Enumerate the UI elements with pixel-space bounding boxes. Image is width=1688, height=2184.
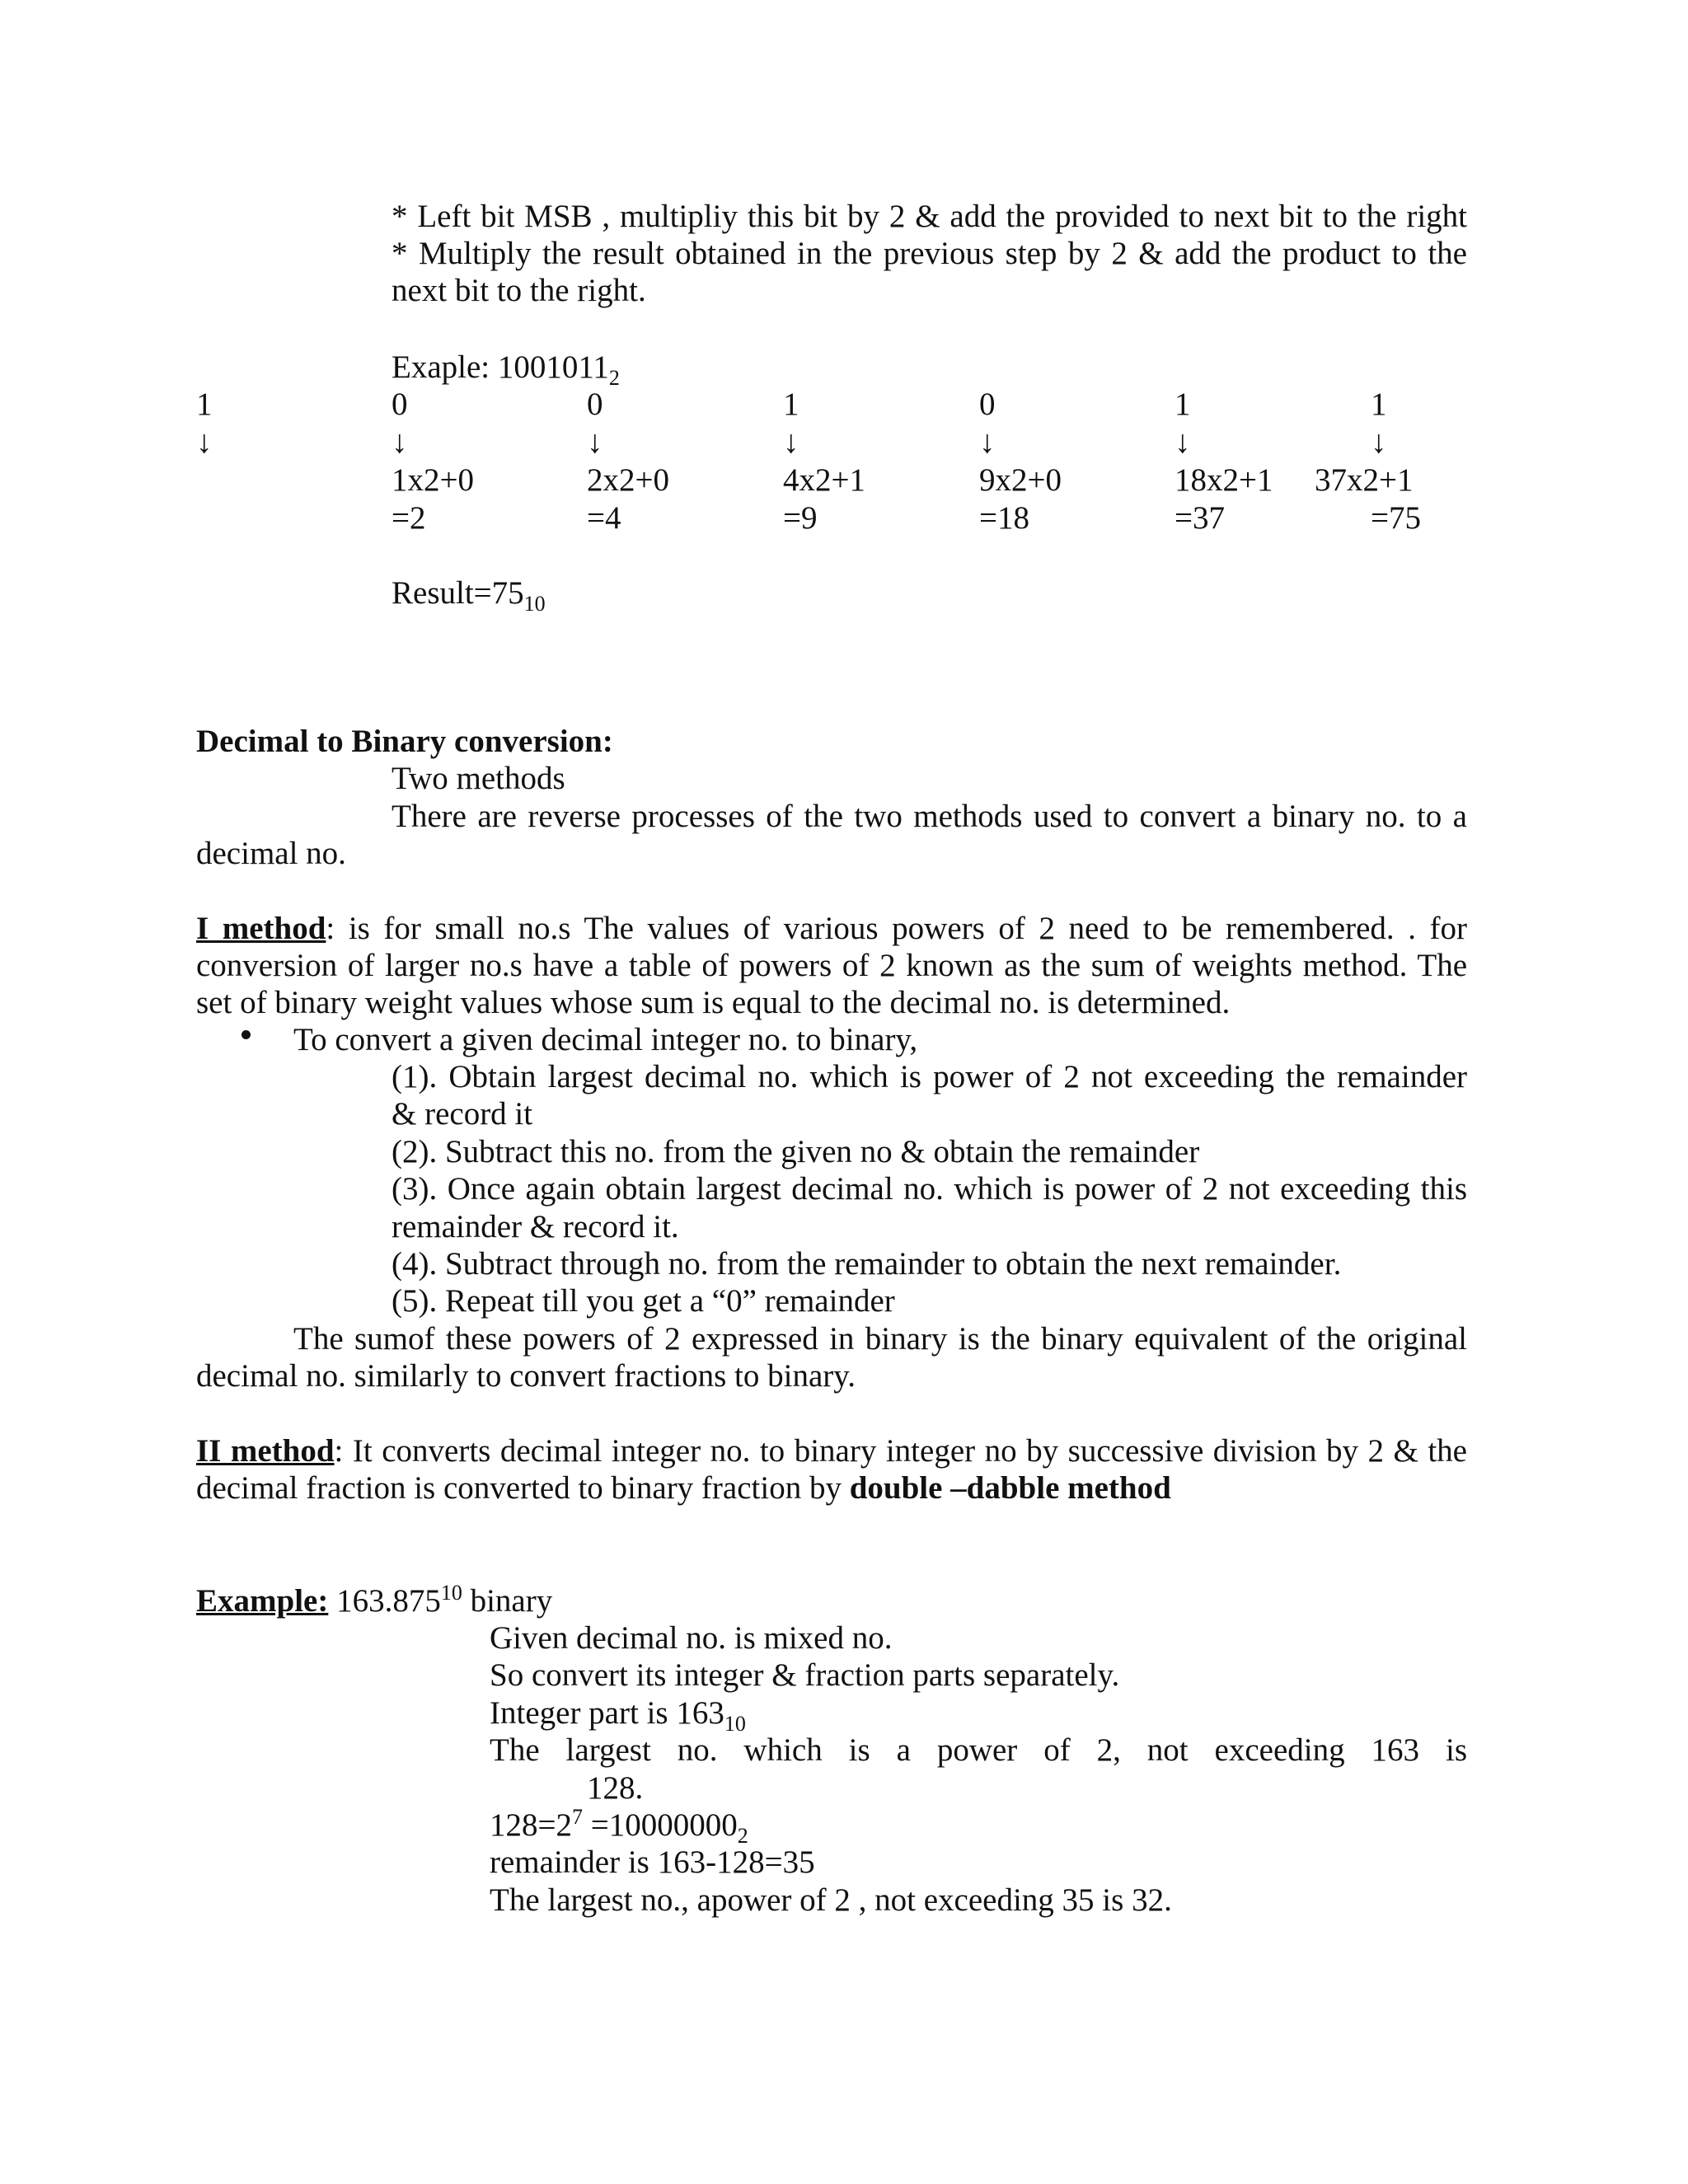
bullet-icon xyxy=(241,1030,251,1039)
bit-3: 1 xyxy=(783,387,799,422)
op-4: 9x2+0 xyxy=(979,462,1062,498)
result-1: =2 xyxy=(392,500,426,536)
example2-line-1: Given decimal no. is mixed no. xyxy=(490,1620,893,1656)
step-4: (4). Subtract through no. from the remainder to obtain the next remainder. xyxy=(392,1246,1342,1282)
op-5: 18x2+1 xyxy=(1175,462,1273,498)
sum-line-1: The sumof these powers of 2 expressed in binary is the binary equivalent of the original xyxy=(293,1321,1467,1357)
down-arrow-icon: ↓ xyxy=(392,424,408,460)
example1-label: Exaple: $1001011_2$ xyxy=(392,349,620,390)
intro-line-2: * Multiply the result obtained in the previous step by 2 & add the product to the xyxy=(392,236,1467,271)
largest-line-1: The largest no. which is a power of 2, not exceeding 163 is xyxy=(490,1732,1467,1768)
bit-1: 0 xyxy=(392,387,408,422)
op-3: 4x2+1 xyxy=(783,462,865,498)
down-arrow-icon: ↓ xyxy=(587,424,603,460)
method1-label: I method xyxy=(196,911,326,946)
step-3-cont: remainder & record it. xyxy=(392,1209,679,1244)
op-2: 2x2+0 xyxy=(587,462,669,498)
two-methods: Two methods xyxy=(392,761,565,796)
reverse-line-2: decimal no. xyxy=(196,836,346,871)
bullet-text: To convert a given decimal integer no. to binary, xyxy=(293,1022,918,1057)
down-arrow-icon: ↓ xyxy=(1175,424,1191,460)
double-dabble-term: double –dabble method xyxy=(849,1470,1171,1506)
method1-line-2: conversion of larger no.s have a table of powers of 2 known as the sum of weights method. The xyxy=(196,948,1467,983)
result-3: =9 xyxy=(783,500,818,536)
section-heading: Decimal to Binary conversion: xyxy=(196,724,613,759)
down-arrow-icon: ↓ xyxy=(1371,424,1387,460)
step-5: (5). Repeat till you get a “0” remainder xyxy=(392,1283,895,1319)
bit-0: 1 xyxy=(196,387,213,422)
intro-line-3: next bit to the right. xyxy=(392,273,646,308)
intro-line-1: * Left bit MSB , multipliy this bit by 2 & add the provided to next bit to the right xyxy=(392,199,1467,234)
example2-title: Example: 163.875$^{10}$ binary xyxy=(196,1581,553,1619)
remainder-line: remainder is 163-128=35 xyxy=(490,1844,815,1880)
step-1-cont: & record it xyxy=(392,1096,533,1132)
reverse-line-1: There are reverse processes of the two methods used to convert a binary no. to a xyxy=(392,799,1467,834)
down-arrow-icon: ↓ xyxy=(196,424,213,460)
power-line: $128=2^7 =10000000_2$ xyxy=(490,1805,748,1848)
result-5: =37 xyxy=(1175,500,1225,536)
bit-4: 0 xyxy=(979,387,996,422)
bit-6: 1 xyxy=(1371,387,1387,422)
step-3: (3). Once again obtain largest decimal no. which is power of 2 not exceeding this xyxy=(392,1171,1467,1207)
down-arrow-icon: ↓ xyxy=(783,424,799,460)
result-2: =4 xyxy=(587,500,621,536)
method1-line-1: I method: is for small no.s The values of various powers of 2 need to be remembered. . for xyxy=(196,911,1468,946)
op-1: 1x2+0 xyxy=(392,462,474,498)
result-6: =75 xyxy=(1371,500,1421,536)
method2-line-2: decimal fraction is converted to binary fraction by double –dabble method xyxy=(196,1470,1171,1506)
integer-part: Integer part is $163_{10}$ xyxy=(490,1695,746,1736)
largest-line-2: 128. xyxy=(587,1770,644,1806)
example1-result: $Result=75_{10}$ xyxy=(392,575,546,616)
method2-line-1: II method: It converts decimal integer no. to binary integer no by successive division by 2 & the xyxy=(196,1433,1467,1469)
step-2: (2). Subtract this no. from the given no & obtain the remainder xyxy=(392,1134,1200,1169)
sum-line-2: decimal no. similarly to convert fractions to binary. xyxy=(196,1358,856,1394)
step-1: (1). Obtain largest decimal no. which is power of 2 not exceeding the remainder xyxy=(392,1059,1467,1094)
bit-2: 0 xyxy=(587,387,603,422)
largest-35-line: The largest no., apower of 2 , not exceeding 35 is 32. xyxy=(490,1882,1172,1918)
example2-label: Example: xyxy=(196,1583,329,1619)
example2-line-2: So convert its integer & fraction parts separately. xyxy=(490,1657,1120,1693)
method1-line-3: set of binary weight values whose sum is equal to the decimal no. is determined. xyxy=(196,985,1231,1020)
method2-label: II method xyxy=(196,1433,335,1469)
down-arrow-icon: ↓ xyxy=(979,424,996,460)
result-4: =18 xyxy=(979,500,1029,536)
bit-5: 1 xyxy=(1175,387,1191,422)
op-6: 37x2+1 xyxy=(1315,462,1414,498)
